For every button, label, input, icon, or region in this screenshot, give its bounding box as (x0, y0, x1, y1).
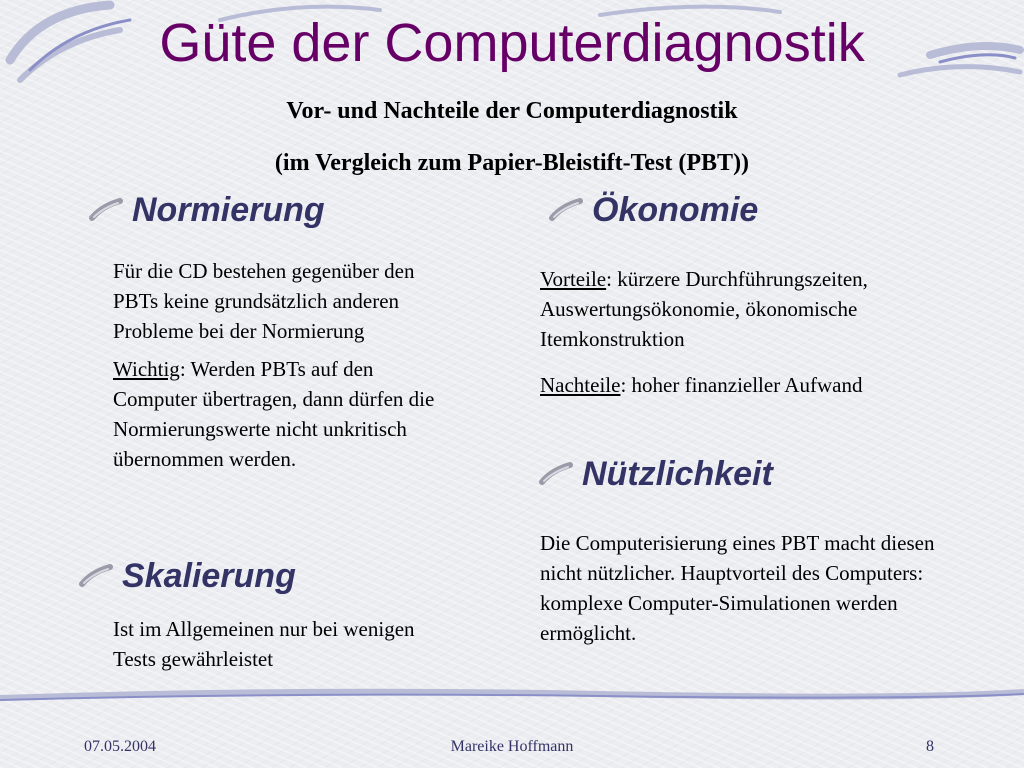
subtitle-line-2: (im Vergleich zum Papier-Bleistift-Test (PBT)) (274, 150, 750, 176)
brush-stroke-bullet-icon (548, 198, 584, 222)
vorteile-paragraph (540, 264, 960, 354)
normierung-paragraph-2 (113, 354, 453, 474)
slide-title: Güte der Computerdiagnostik (159, 13, 865, 73)
nachteile-paragraph (540, 370, 960, 400)
footer-date: 07.05.2004 (84, 738, 156, 755)
heading-nuetzlichkeit-label: Nützlichkeit (582, 455, 773, 493)
normierung-paragraph-1: Für die CD bestehen gegenüber den PBTs keine grundsätzlich anderen Probleme bei der Normierung (113, 259, 415, 343)
heading-nuetzlichkeit (538, 454, 773, 494)
brush-stroke-bullet-icon (538, 462, 574, 486)
nachteile-text: : hoher finanzieller Aufwand (620, 373, 863, 397)
heading-skalierung (78, 556, 296, 596)
subtitle-line-1: Vor- und Nachteile der Computerdiagnostik (286, 98, 738, 124)
heading-normierung (88, 190, 325, 230)
heading-normierung-label: Normierung (132, 191, 325, 229)
wichtig-label: Wichtig (113, 357, 180, 381)
heading-skalierung-label: Skalierung (122, 557, 296, 595)
vorteile-text: : kürzere Durchführungszeiten, Auswertungsökonomie, ökonomische Itemkonstruktion (540, 267, 868, 351)
heading-oekonomie-label: Ökonomie (592, 191, 759, 229)
nachteile-label: Nachteile (540, 373, 621, 397)
oekonomie-body (540, 264, 960, 400)
footer-author: Mareike Hoffmann (450, 738, 574, 755)
normierung-body (113, 256, 453, 474)
footer-page-number: 8 (926, 738, 934, 755)
brush-stroke-bullet-icon (78, 564, 114, 588)
nuetzlichkeit-body: Die Computerisierung eines PBT macht diesen nicht nützlicher. Hauptvorteil des Computers: komplexe Computer-Simulationen werden ermöglicht. (540, 531, 935, 645)
brush-stroke-bullet-icon (88, 198, 124, 222)
footer-swirl-line (0, 680, 1024, 710)
skalierung-body: Ist im Allgemeinen nur bei wenigen Tests gewährleistet (113, 617, 415, 671)
vorteile-label: Vorteile (540, 267, 607, 291)
wichtig-text: : Werden PBTs auf den Computer übertragen, dann dürfen die Normierungswerte nicht unkritisch übernommen werden. (113, 357, 435, 471)
heading-oekonomie (548, 190, 758, 230)
